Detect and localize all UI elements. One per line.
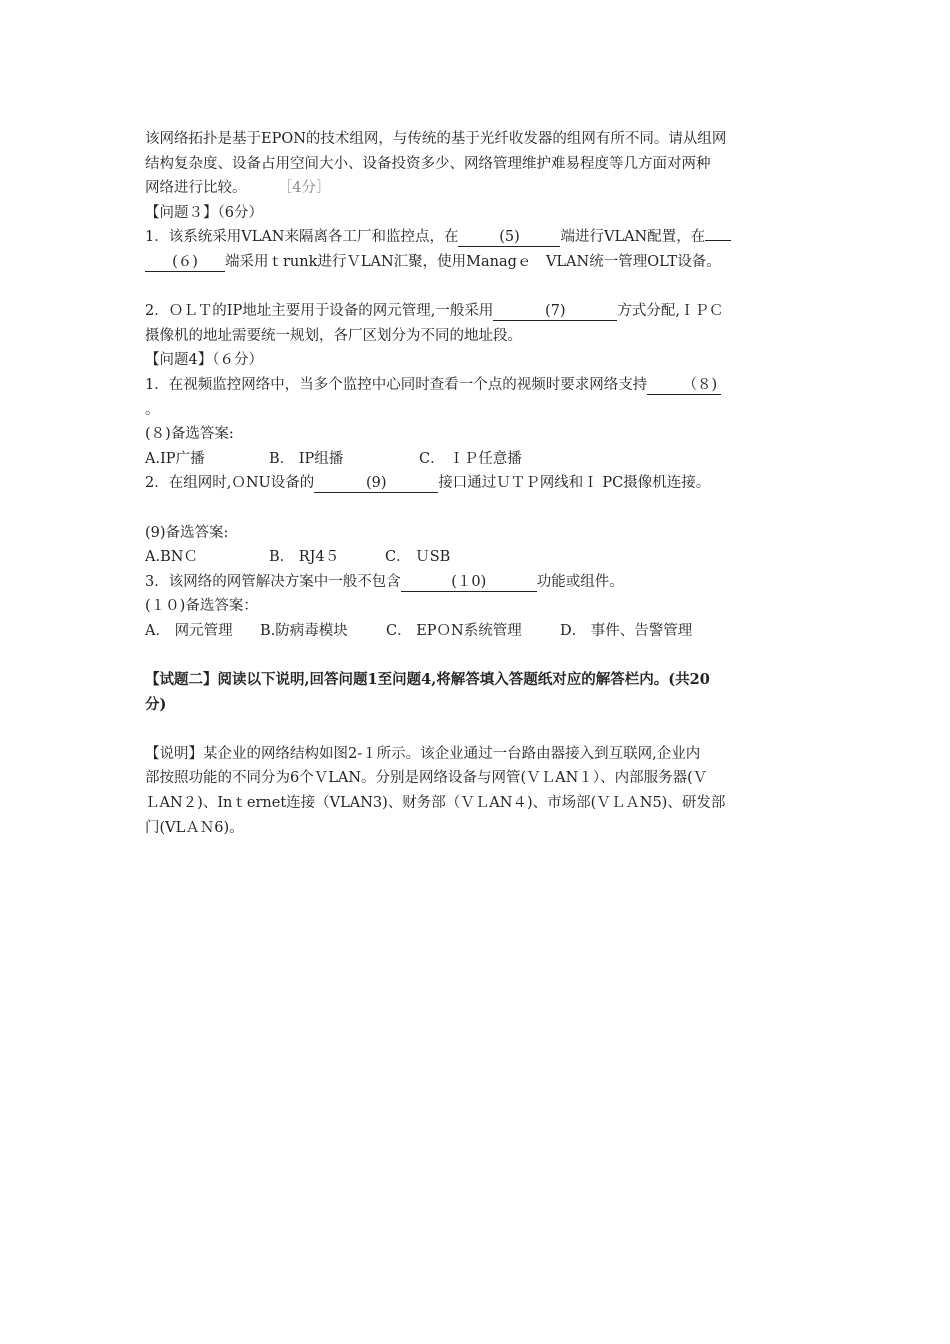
document-page (145, 127, 810, 840)
q4-item-1-end: 。 (145, 401, 160, 418)
intro-line-3 (145, 176, 810, 201)
q3-item-1-cont (145, 250, 810, 275)
section-2-title-line-2: 分) (145, 695, 167, 713)
q4-item-2 (145, 471, 810, 496)
q3-item-1-text-b: 端进行VLAN配置，在 (560, 229, 706, 246)
q4-item-3-text-a: 3．该网络的网管解决方案中一般不包含 (145, 573, 401, 590)
blank-6: (６) (145, 253, 225, 272)
option-9-a: A.BNＣ (145, 549, 198, 566)
q4-item-3-text-b: 功能或组件。 (536, 573, 624, 590)
option-10-d: D． 事件、告警管理 (560, 622, 693, 639)
options-8-label: (８)备选答案: (145, 426, 234, 443)
q4-item-2-text-a: 2．在组网时,ＯNU设备的 (145, 475, 315, 492)
question-3-header: 【问题３】（6分） (145, 204, 263, 221)
intro-line-3-text: 网络进行比较。 (145, 180, 247, 197)
intro-line-1: 该网络拓扑是基于EPON的技术组网，与传统的基于光纤收发器的组网有所不同。请从组网 (145, 131, 727, 147)
section-2-title-line-1: 【试题二】阅读以下说明,回答问题1至问题4,将解答填入答题纸对应的解答栏内。(共20 (145, 671, 710, 689)
options-9 (145, 545, 810, 570)
q3-item-2-text-b: 方式分配,ＩＰＣ (617, 303, 724, 320)
intro-score: ［4分］ (277, 180, 331, 197)
blank-8: （８) (647, 376, 721, 395)
option-10-a: A． 网元管理 (145, 622, 233, 639)
q3-item-1 (145, 225, 810, 250)
blank-5: (5) (458, 228, 560, 247)
section-2-desc-line-4: 门(VLＡＮ6)。 (145, 819, 244, 836)
q3-item-2 (145, 299, 810, 324)
options-9-label: (9)备选答案: (145, 524, 229, 541)
question-4-header: 【问题4】（６分） (145, 352, 263, 369)
q4-item-1 (145, 373, 810, 398)
intro-line-2: 结构复杂度、设备占用空间大小、设备投资多少、网络管理维护难易程度等几方面对两种 (145, 155, 711, 172)
blank-10: (１0) (401, 573, 537, 592)
option-8-c: C． ＩＰ任意播 (419, 450, 522, 467)
blank-tail-line (705, 240, 731, 241)
option-9-b: B． RJ4５ (269, 549, 340, 566)
q3-item-1-text-c: 端采用ｔrunk进行ＶLAN汇聚，使用Managｅ VLAN统一管理OLT设备。 (225, 253, 721, 270)
options-8 (145, 447, 810, 472)
q4-item-2-text-b: 接口通过ＵＴＰ网线和Ｉ PC摄像机连接。 (438, 475, 711, 492)
blank-7: (7) (493, 302, 617, 321)
q3-item-1-text-a: 1．该系统采用VLAN来隔离各工厂和监控点，在 (145, 229, 459, 246)
option-10-c: C． EPＯN系统管理 (386, 622, 522, 639)
option-8-a: A.IP广播 (145, 450, 205, 467)
options-10 (145, 619, 810, 644)
q4-item-3 (145, 570, 810, 595)
q4-item-1-text-a: 1．在视频监控网络中，当多个监控中心同时查看一个点的视频时要求网络支持 (145, 376, 648, 393)
option-9-c: C． ＵSB (385, 549, 451, 566)
option-8-b: B． IP组播 (269, 450, 344, 467)
blank-9: (9) (314, 474, 438, 493)
section-2-desc-line-3: ＬAN２)、Inｔernet连接（VLAN3)、财务部（ＶＬAN４)、市场部(ＶＬＡN5)、研发部 (145, 795, 726, 812)
q3-item-2-cont: 摄像机的地址需要统一规划，各厂区划分为不同的地址段。 (145, 327, 522, 344)
q3-item-2-text-a: 2．ＯＬＴ的IP地址主要用于设备的网元管理,一般采用 (145, 303, 494, 320)
option-10-b: B.防病毒模块 (260, 622, 348, 639)
section-2-desc-line-2: 部按照功能的不同分为6个ＶLAN。分别是网络设备与网管(ＶＬAN１）、内部服务器(Ｖ (145, 770, 708, 787)
options-10-label: (１０)备选答案： (145, 598, 258, 615)
section-2-desc-line-1: 【说明】某企业的网络结构如图2-１所示。该企业通过一台路由器接入到互联网,企业内 (145, 745, 701, 762)
